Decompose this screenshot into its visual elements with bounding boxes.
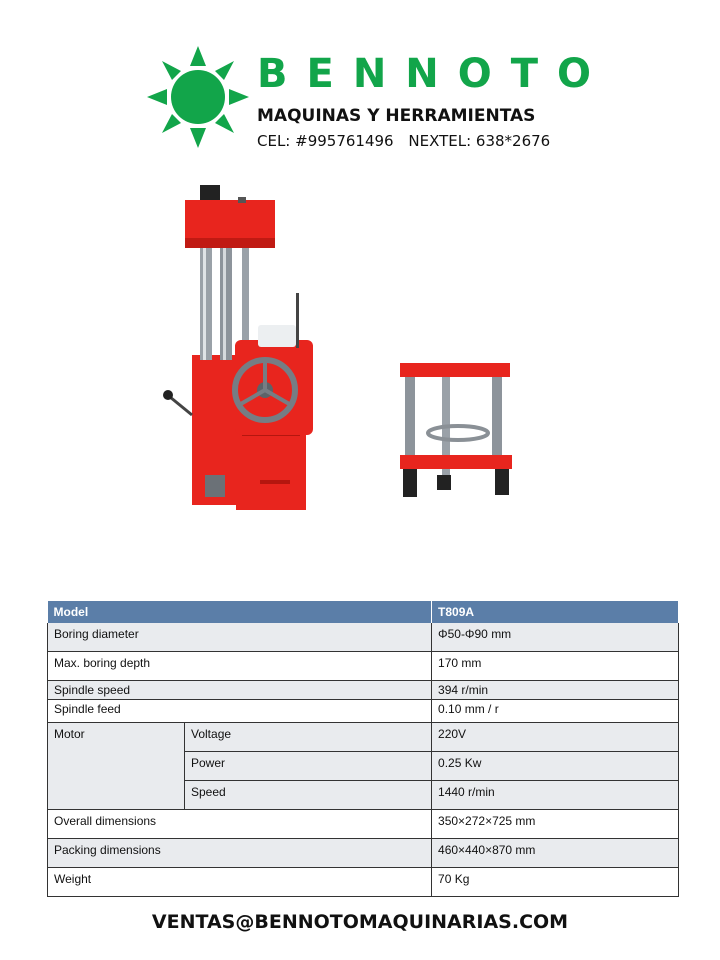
row-label: Voltage [185,723,432,752]
row-label: Power [185,752,432,781]
contact-email: VENTAS@BENNOTOMAQUINARIAS.COM [151,911,569,933]
nextel-number: NEXTEL: 638*2676 [408,132,551,150]
row-label: Packing dimensions [48,839,432,868]
table-row [48,839,679,868]
header [145,44,611,154]
phone-number: CEL: #995761496 [257,132,394,150]
row-value: 350×272×725 mm [432,810,679,839]
row-value: 1440 r/min [432,781,679,810]
motor-label: Motor [48,723,185,810]
row-label: Boring diameter [48,623,432,652]
table-row [48,652,679,681]
table-row [48,723,679,752]
table-row [48,868,679,897]
table-row [48,623,679,652]
table-header-label: Model [48,601,432,623]
row-value: 0.25 Kw [432,752,679,781]
row-label: Speed [185,781,432,810]
row-value: Φ50-Φ90 mm [432,623,679,652]
stand-image [400,363,512,497]
brand-name: BENNOTO [257,51,611,97]
row-value: 460×440×870 mm [432,839,679,868]
table-row [48,810,679,839]
table-row [48,681,679,700]
boring-machine-image [163,185,313,510]
table-row [48,700,679,723]
row-value: 0.10 mm / r [432,700,679,723]
tagline: MAQUINAS Y HERRAMIENTAS [257,106,536,126]
spec-table [47,601,679,897]
row-label: Max. boring depth [48,652,432,681]
sun-logo-icon [145,44,251,150]
table-header-row [48,601,679,623]
row-label: Overall dimensions [48,810,432,839]
product-photo [150,175,530,520]
row-label: Spindle feed [48,700,432,723]
row-label: Weight [48,868,432,897]
row-label: Spindle speed [48,681,432,700]
row-value: 220V [432,723,679,752]
row-value: 394 r/min [432,681,679,700]
row-value: 70 Kg [432,868,679,897]
contact-phones [257,134,550,149]
table-header-model: T809A [432,601,679,623]
row-value: 170 mm [432,652,679,681]
